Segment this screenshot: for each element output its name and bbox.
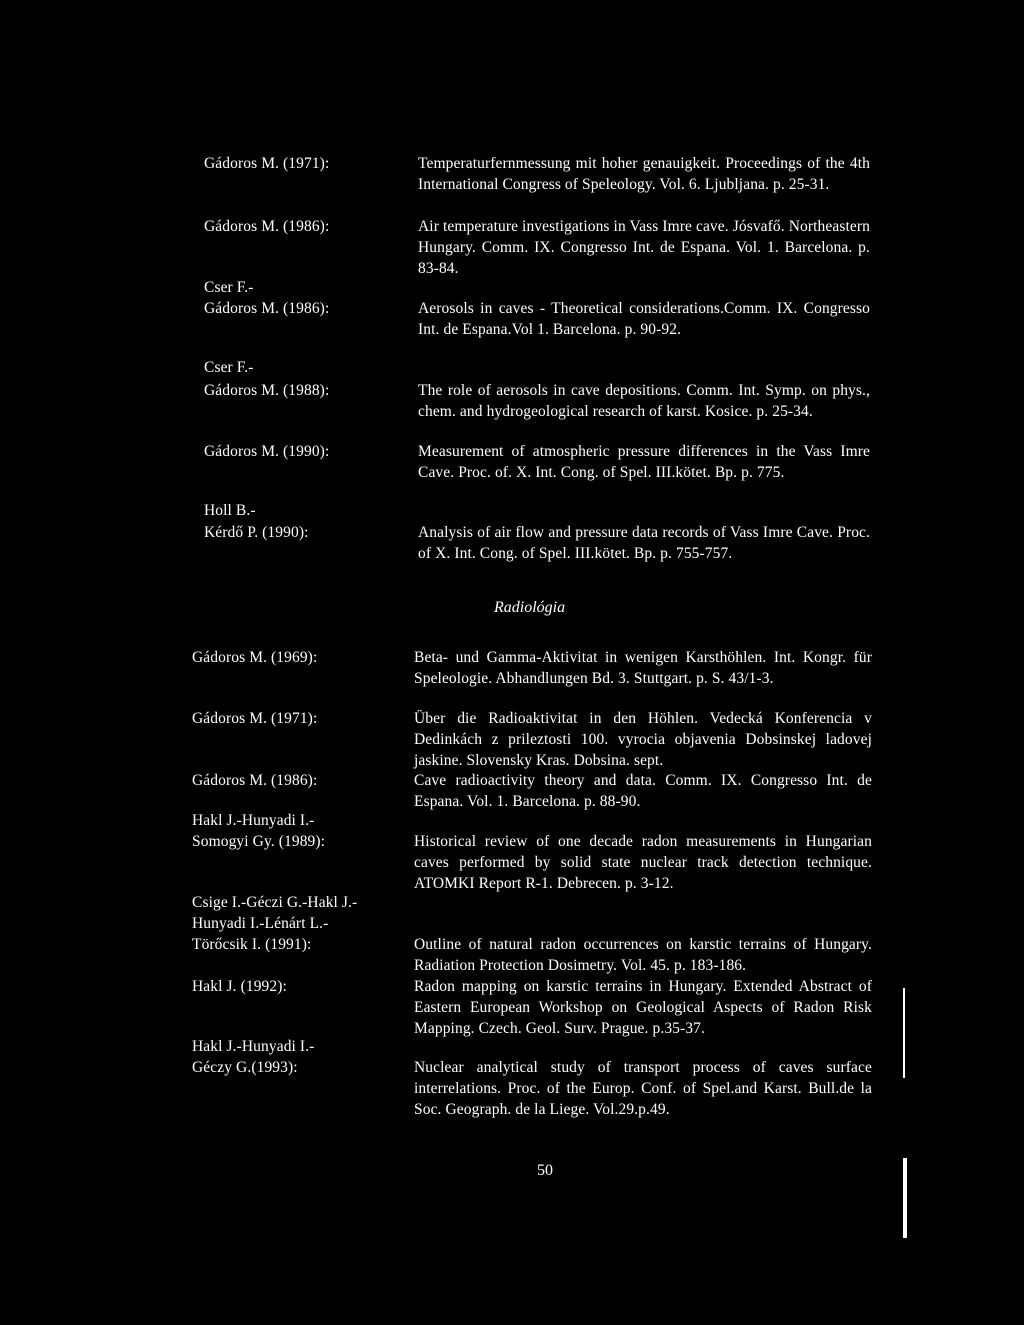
author-line: Hunyadi I.-Lénárt L.- [192,915,329,932]
author-line: Kérdő P. (1990): [204,524,309,541]
section-title: Radiológia [494,599,566,616]
author-line: Törőcsik I. (1991): [192,936,312,953]
reference-text: Beta- und Gamma-Aktivitat in wenigen Karsthöhlen. Int. Kongr. für Speleologie. Abhandlungen Bd. 3. Stuttgart. p. S. 43/1-3. [414,649,872,687]
page-number: 50 [537,1162,553,1179]
author-line: Gádoros M. (1990): [204,443,330,460]
author-line: Hakl J.-Hunyadi I.- [192,812,315,829]
author-line: Somogyi Gy. (1989): [192,833,326,850]
reference-text: Air temperature investigations in Vass Imre cave. Jósvafő. Northeastern Hungary. Comm. IX. Congresso Int. de Espana. Vol. 1. Barcelona. p. 83-84. [418,218,870,277]
reference-text: Nuclear analytical study of transport process of caves surface interrelations. Proc. of the Europ. Conf. of Spel.and Karst. Bull.de la Soc. Geograph. de la Liege. Vol.29.p.49. [414,1059,872,1118]
reference-text: Historical review of one decade radon measurements in Hungarian caves performed by solid state nuclear track detection technique. ATOMKI Report R-1. Debrecen. p. 3-12. [414,833,872,892]
scan-artifact-line [903,988,905,1078]
author-line: Hakl J. (1992): [192,978,287,995]
author-line: Cser F.- [204,359,254,376]
reference-text: Über die Radioaktivitat in den Höhlen. Vedecká Konferencia v Dedinkách z prileztosti 100. vyrocia objavenia Dobsinskej ladovej jaskine. Slovensky Kras. Dobsina. sept. [414,710,872,769]
author-line: Gádoros M. (1986): [204,218,330,235]
reference-text: Measurement of atmospheric pressure differences in the Vass Imre Cave. Proc. of. X. Int. Cong. of Spel. III.kötet. Bp. p. 775. [418,443,870,481]
reference-text: The role of aerosols in cave depositions. Comm. Int. Symp. on phys., chem. and hydrogeological research of karst. Kosice. p. 25-34. [418,382,870,420]
reference-text: Outline of natural radon occurrences on karstic terrains of Hungary. Radiation Protection Dosimetry. Vol. 45. p. 183-186. [414,936,872,974]
author-line: Hakl J.-Hunyadi I.- [192,1038,315,1055]
author-line: Gádoros M. (1988): [204,382,330,399]
author-line: Csige I.-Géczi G.-Hakl J.- [192,894,358,911]
author-line: Gádoros M. (1969): [192,649,318,666]
author-line: Gádoros M. (1971): [204,155,330,172]
reference-text: Radon mapping on karstic terrains in Hungary. Extended Abstract of Eastern European Workshop on Geological Aspects of Radon Risk Mapping. Czech. Geol. Surv. Prague. p.35-37. [414,978,872,1037]
reference-text: Aerosols in caves - Theoretical considerations.Comm. IX. Congresso Int. de Espana.Vol 1. Barcelona. p. 90-92. [418,300,870,338]
author-line: Holl B.- [204,502,256,519]
reference-text: Cave radioactivity theory and data. Comm. IX. Congresso Int. de Espana. Vol. 1. Barcelona. p. 88-90. [414,772,872,810]
scan-artifact-line [903,1158,907,1238]
reference-text: Temperaturfernmessung mit hoher genauigkeit. Proceedings of the 4th International Congress of Speleology. Vol. 6. Ljubljana. p. 25-31. [418,155,870,193]
author-line: Gádoros M. (1986): [204,300,330,317]
reference-text: Analysis of air flow and pressure data records of Vass Imre Cave. Proc. of X. Int. Cong. of Spel. III.kötet. Bp. p. 755-757. [418,524,870,562]
author-line: Gádoros M. (1971): [192,710,318,727]
author-line: Géczy G.(1993): [192,1059,298,1076]
author-line: Cser F.- [204,279,254,296]
author-line: Gádoros M. (1986): [192,772,318,789]
